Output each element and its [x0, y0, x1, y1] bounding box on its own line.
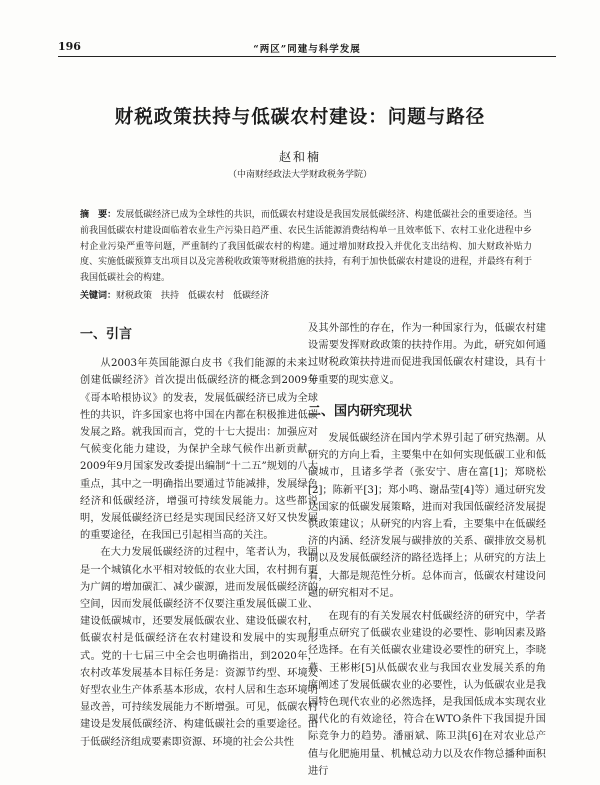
running-header: [58, 40, 556, 57]
body-paragraph: 在现有的有关发展农村低碳经济的研究中，学者们重点研究了低碳农业建设的必要性、影响因素及路径选择。在有关低碳农业建设必要性的研究上，李晓燕、王彬彬[5]从低碳农业与我国农业发展关系的角度阐述了发展低碳农业的必要性，认为低碳农业是我国特色现代农业的必然选择，是我国低成本实现农业现代化的有效途径，符合在WTO条件下我国提升国际竞争力的趋势。潘丽斌、陈卫洪[6]在对农业总产值与化肥施用量、机械总动力以及农作物总播种面积进行: [308, 611, 546, 777]
abstract: [80, 208, 532, 287]
author-name: 赵和楠: [278, 150, 321, 164]
right-column: [308, 320, 546, 780]
section-heading-introduction: 一、引言: [80, 327, 133, 342]
article-title: 财税政策扶持与低碳农村建设：问题与路径: [114, 107, 486, 128]
left-column: [80, 320, 318, 780]
body-paragraph: 发展低碳经济在国内学术界引起了研究热潮。从研究的方向上看，主要集中在如何实现低碳工业和低碳城市，且诸多学者（张安宁、唐在富[1]；郑晓松[2]；陈新平[3]；郑小鸣、谢晶莹[4]等）通过研究发达国家的低碳发展策略，进而对我国低碳经济发展提供政策建议；从研究的内容上看，主要集中在低碳经济的内涵、经济发展与碳排放的关系、碳排放交易机制以及发展低碳经济的路径选择上；从研究的方法上看，大都是规范性分析。总体而言，低碳农村建设问题的研究相对不足。: [308, 433, 546, 599]
keywords-label: 关键词：: [80, 291, 117, 301]
section-heading-research-status: 二、国内研究现状: [308, 403, 413, 419]
body-paragraph: 在大力发展低碳经济的过程中，笔者认为，我国是一个城镇化水平相对较低的农业大国，农村拥有更为广阔的增加碳汇、减少碳源，进而发展低碳经济的空间，因而发展低碳经济不仅要注重发展低碳工业、建设低碳城市，还要发展低碳农业、建设低碳农村，低碳农村是低碳经济在农村建设和发展中的实现形式。党的十七届三中全会也明确指出，到2020年，农村改革发展基本目标任务是：资源节约型、环境友好型农业生产体系基本形成，农村人居和生态环境明显改善，可持续发展能力不断增强。可见，低碳农村建设是发展低碳经济、构建低碳社会的重要途径。由于低碳经济组成要素即资源、环境的社会公共性: [80, 547, 318, 748]
page-number: 196: [58, 40, 81, 53]
body-paragraph-continued: 及其外部性的存在，作为一种国家行为，低碳农村建设需要发挥财政政策的扶持作用。为此，研究如何通过财税政策扶持进而促进我国低碳农村建设，具有十分重要的现实意义。: [308, 323, 546, 386]
abstract-text: 发展低碳经济已成为全球性的共识，而低碳农村建设是我国发展低碳经济、构建低碳社会的重要途径。当前我国低碳农村建设面临着农业生产污染日趋严重、农民生活能源消费结构单一且效率低下、农村工业化进程中乡村企业污染严重等问题，严重制约了我国低碳农村的构建。通过增加财政投入并优化支出结构、加大财政补贴力度、实施低碳预算支出项目以及完善税收政策等财税措施的扶持，有利于加快低碳农村建设的进程，并最终有利于我国低碳社会的构建。: [80, 210, 532, 284]
body-paragraph: 从2003年英国能源白皮书《我们能源的未来：创建低碳经济》首次提出低碳经济的概念到2009年《哥本哈根协议》的发表，发展低碳经济已成为全球性的共识，许多国家也将中国在内都在积极推进低碳发展之路。就我国而言，党的十七大提出：加强应对气候变化能力建设，为保护全球气候作出新贡献。2009年9月国家发改委提出编制“十二五”规划的八大重点，其中之一明确指出要通过节能减排，发展绿色经济和低碳经济，增强可持续发展能力。这些都说明，发展低碳经济已经是实现国民经济又好又快发展的重要途径，在我国已引起相当高的关注。: [80, 358, 318, 542]
abstract-label: 摘 要：: [80, 210, 117, 220]
author-affiliation: （中南财经政法大学财政税务学院）: [227, 170, 372, 180]
journal-name: “两区”同建与科学发展: [253, 44, 361, 55]
keywords: [80, 288, 532, 301]
keywords-text: 财税政策 扶持 低碳农村 低碳经济: [116, 291, 270, 301]
